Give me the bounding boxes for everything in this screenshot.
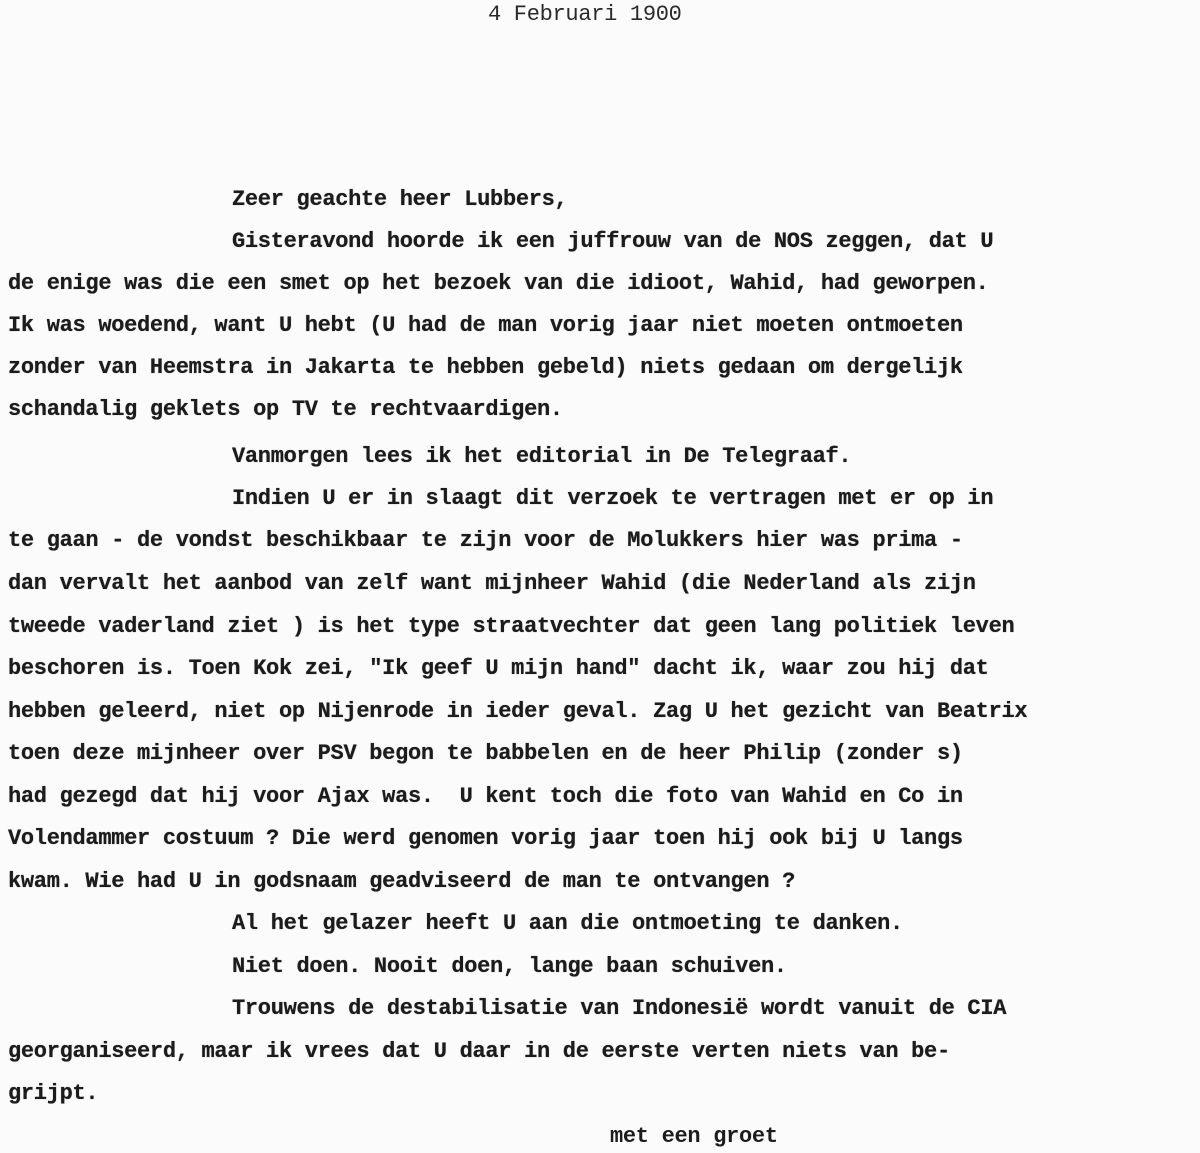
paragraph-3-line-5: beschoren is. Toen Kok zei, "Ik geef U mijn hand" dacht ik, waar zou hij dat [8,656,989,681]
paragraph-3-line-1: Indien U er in slaagt dit verzoek te vertragen met er op in [232,486,994,511]
paragraph-1-line-3: Ik was woedend, want U hebt (U had de man vorig jaar niet moeten ontmoeten [8,313,963,338]
paragraph-1-line-5: schandalig geklets op TV te rechtvaardigen. [8,397,563,422]
paragraph-1-line-2: de enige was die een smet op het bezoek van die idioot, Wahid, had geworpen. [8,271,989,296]
paragraph-3-line-7: toen deze mijnheer over PSV begon te babbelen en de heer Philip (zonder s) [8,741,963,766]
paragraph-3-line-3: dan vervalt het aanbod van zelf want mijnheer Wahid (die Nederland als zijn [8,571,976,596]
salutation: Zeer geachte heer Lubbers, [232,187,568,212]
paragraph-3-line-6: hebben geleerd, niet op Nijenrode in ieder geval. Zag U het gezicht van Beatrix [8,699,1028,724]
letter-date: 4 Februari 1900 [488,2,682,27]
paragraph-3-line-8: had gezegd dat hij voor Ajax was. U kent toch die foto van Wahid en Co in [8,784,963,809]
paragraph-3-line-2: te gaan - de vondst beschikbaar te zijn voor de Molukkers hier was prima - [8,528,963,553]
paragraph-5-line-1: Niet doen. Nooit doen, lange baan schuiven. [232,954,787,979]
paragraph-3-line-9: Volendammer costuum ? Die werd genomen vorig jaar toen hij ook bij U langs [8,826,963,851]
paragraph-1-line-4: zonder van Heemstra in Jakarta te hebben gebeld) niets gedaan om dergelijk [8,355,963,380]
paragraph-3-line-4: tweede vaderland ziet ) is het type straatvechter dat geen lang politiek leven [8,614,1015,639]
paragraph-6-line-1: Trouwens de destabilisatie van Indonesië wordt vanuit de CIA [232,996,1007,1021]
paragraph-3-line-10: kwam. Wie had U in godsnaam geadviseerd de man te ontvangen ? [8,869,796,894]
closing: met een groet [610,1124,778,1149]
paragraph-4-line-1: Al het gelazer heeft U aan die ontmoeting te danken. [232,911,903,936]
paragraph-2-line-1: Vanmorgen lees ik het editorial in De Telegraaf. [232,444,852,469]
paragraph-1-line-1: Gisteravond hoorde ik een juffrouw van de NOS zeggen, dat U [232,229,994,254]
paragraph-6-line-2: georganiseerd, maar ik vrees dat U daar in de eerste verten niets van be- [8,1039,950,1064]
paragraph-6-line-3: grijpt. [8,1081,99,1106]
